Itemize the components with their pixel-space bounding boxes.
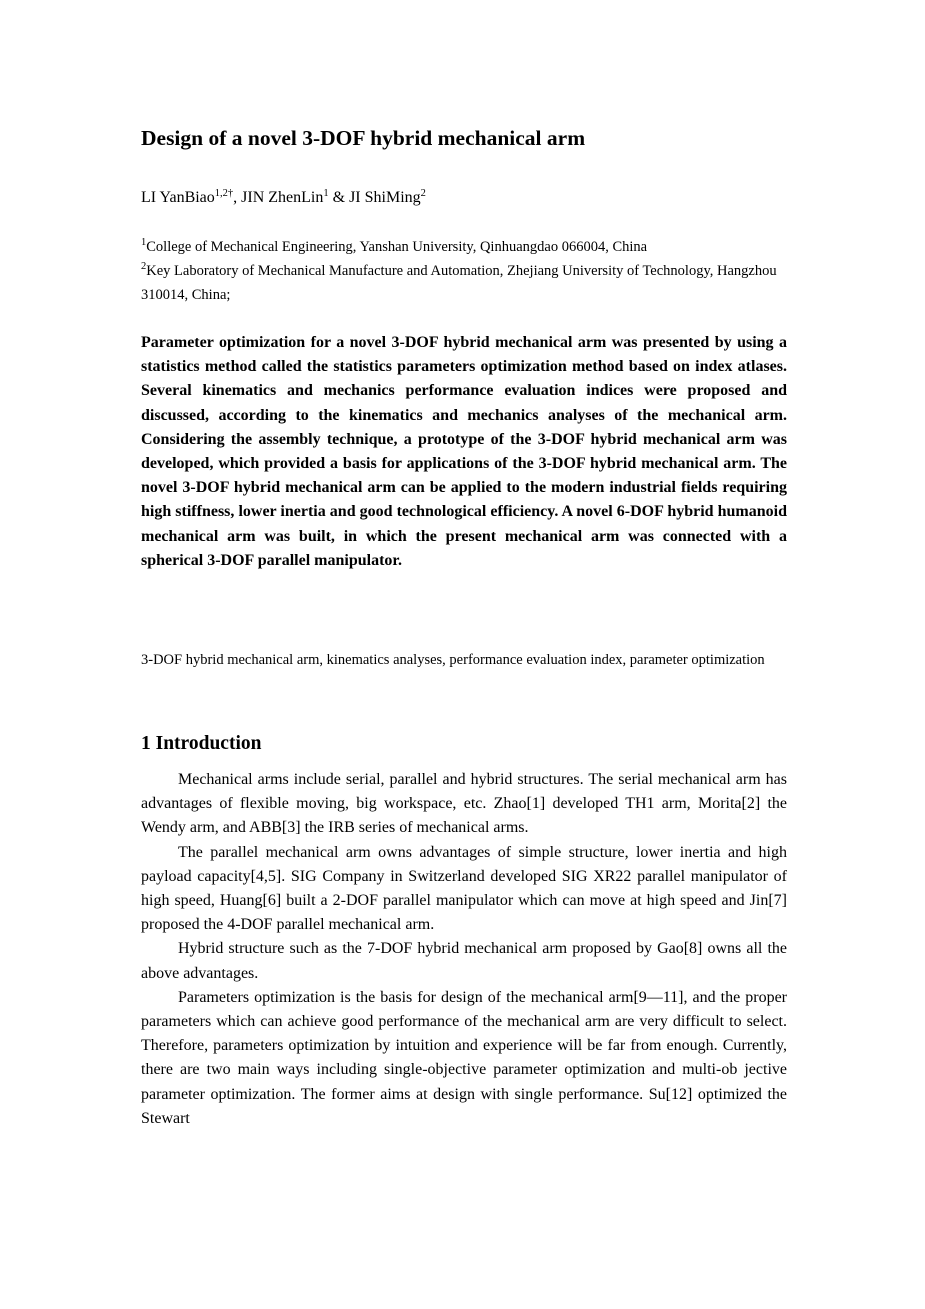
paper-title: Design of a novel 3-DOF hybrid mechanical arm	[141, 126, 586, 150]
affiliation-text: College of Mechanical Engineering, Yanshan University, Qinhuangdao 066004, China	[146, 239, 648, 255]
abstract: Parameter optimization for a novel 3-DOF hybrid mechanical arm was presented by using a statistics method called the statistics parameters optimization method based on index atlases. Several kinematics and mechanics performance evaluation indices were proposed and discussed, according to the kinematics and mechanics analyses of the mechanical arm. Considering the assembly technique, a prototype of the 3-DOF hybrid mechanical arm was developed, which provided a basis for applications of the 3-DOF hybrid mechanical arm. The novel 3-DOF hybrid mechanical arm can be applied to the modern industrial fields requiring high stiffness, lower inertia and good technological efficiency. A novel 6-DOF hybrid humanoid mechanical arm was built, in which the present mechanical arm was connected with a spherical 3-DOF parallel manipulator.	[141, 334, 787, 569]
author-name: LI YanBiao	[141, 189, 215, 206]
affiliation-mark: 2	[141, 261, 147, 272]
body-paragraph: Parameters optimization is the basis for design of the mechanical arm[9—11], and the proper parameters which can achieve good performance of the mechanical arm are very difficult to select. Therefore, parameters optimization by intuition and experience will be far from enough. Currently, there are two main ways including single-objective parameter optimization and multi-ob jective parameter optimization. The former aims at design with single performance. Su[12] optimized the Stewart	[141, 988, 787, 1127]
affiliation-list	[141, 235, 787, 307]
affiliation-mark: 1	[141, 237, 147, 248]
author-name: JIN ZhenLin	[241, 189, 324, 206]
author-affiliation-mark: 1	[323, 188, 329, 199]
affiliation	[141, 259, 787, 307]
body-paragraph: Hybrid structure such as the 7-DOF hybrid mechanical arm proposed by Gao[8] owns all the above advantages.	[141, 940, 787, 982]
body-paragraph: Mechanical arms include serial, parallel and hybrid structures. The serial mechanical arm has advantages of flexible moving, big workspace, etc. Zhao[1] developed TH1 arm, Morita[2] the Wendy arm, and ABB[3] the IRB series of mechanical arms.	[141, 771, 787, 837]
author-list	[141, 187, 426, 209]
section-heading: 1 Introduction	[141, 733, 262, 754]
author-separator: &	[328, 189, 350, 206]
affiliation	[141, 235, 787, 259]
introduction-body	[141, 768, 787, 1131]
author-affiliation-mark: 2	[420, 188, 426, 199]
author-name: JI ShiMing	[349, 189, 421, 206]
keywords: 3-DOF hybrid mechanical arm, kinematics analyses, performance evaluation index, parameter optimization	[141, 652, 765, 668]
body-paragraph: The parallel mechanical arm owns advantages of simple structure, lower inertia and high payload capacity[4,5]. SIG Company in Switzerland developed SIG XR22 parallel manipulator of high speed, Huang[6] built a 2-DOF parallel manipulator which can move at high speed and Jin[7] proposed the 4-DOF parallel mechanical arm.	[141, 843, 787, 934]
author-affiliation-mark: 1,2†	[214, 188, 234, 199]
affiliation-text: Key Laboratory of Mechanical Manufacture and Automation, Zhejiang University of Technology, Hangzhou 310014, China;	[141, 263, 777, 303]
author-separator: ,	[233, 189, 242, 206]
